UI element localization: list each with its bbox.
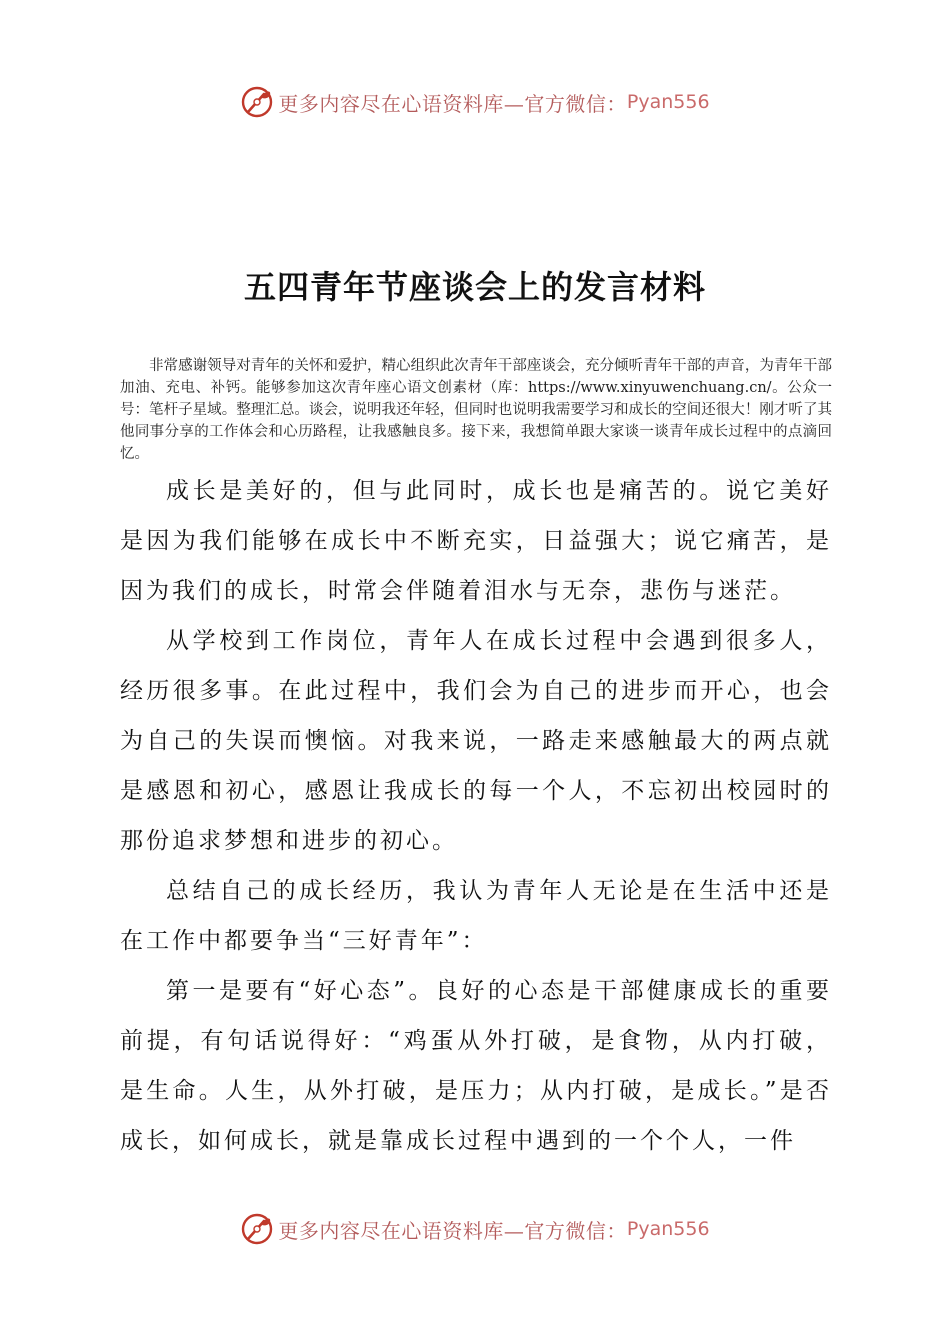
quill-logo-icon [240, 1212, 274, 1246]
footer-watermark-banner [0, 1207, 950, 1251]
header-watermark-banner [0, 80, 950, 124]
document-title: 五四青年节座谈会上的发言材料 [243, 268, 706, 306]
body-paragraph: 第一是要有“好心态”。良好的心态是干部健康成长的重要前提，有句话说得好：“鸡蛋从外打破，是食物，从内打破，是生命。人生，从外打破，是压力；从内打破，是成长。”是否成长，如何成长，就是靠成长过程中遇到的一个个人，一件 [120, 978, 832, 1154]
wechat-id: Pyan556 [626, 1218, 710, 1240]
document-body [120, 466, 832, 1166]
intro-paragraph: 非常感谢领导对青年的关怀和爱护，精心组织此次青年干部座谈会，充分倾听青年干部的声音，为青年干部加油、充电、补钙。能够参加这次青年座心语文创素材（库：https://www.xinyuwenchuang.cn/。公众一号：笔杆子星域。整理汇总。谈会，说明我还年轻，但同时也说明我需要学习和成长的空间还很大！刚才听了其他同事分享的工作体会和心历路程，让我感触良多。接下来，我想简单跟大家谈一谈青年成长过程中的点滴回忆。 [120, 357, 832, 462]
quill-logo-icon [240, 85, 274, 119]
body-paragraph: 从学校到工作岗位，青年人在成长过程中会遇到很多人，经历很多事。在此过程中，我们会为自己的进步而开心，也会为自己的失误而懊恼。对我来说，一路走来感触最大的两点就是感恩和初心，感恩让我成长的每一个人，不忘初出校园时的那份追求梦想和进步的初心。 [120, 628, 832, 854]
wechat-id: Pyan556 [626, 91, 710, 113]
body-paragraph: 总结自己的成长经历，我认为青年人无论是在生活中还是在工作中都要争当“三好青年”： [120, 878, 832, 954]
banner-text: 更多内容尽在心语资料库—官方微信： [278, 1218, 627, 1243]
body-paragraph: 成长是美好的，但与此同时，成长也是痛苦的。说它美好是因为我们能够在成长中不断充实，日益强大；说它痛苦，是因为我们的成长，时常会伴随着泪水与无奈，悲伤与迷茫。 [120, 478, 832, 604]
banner-text: 更多内容尽在心语资料库—官方微信： [278, 91, 627, 116]
